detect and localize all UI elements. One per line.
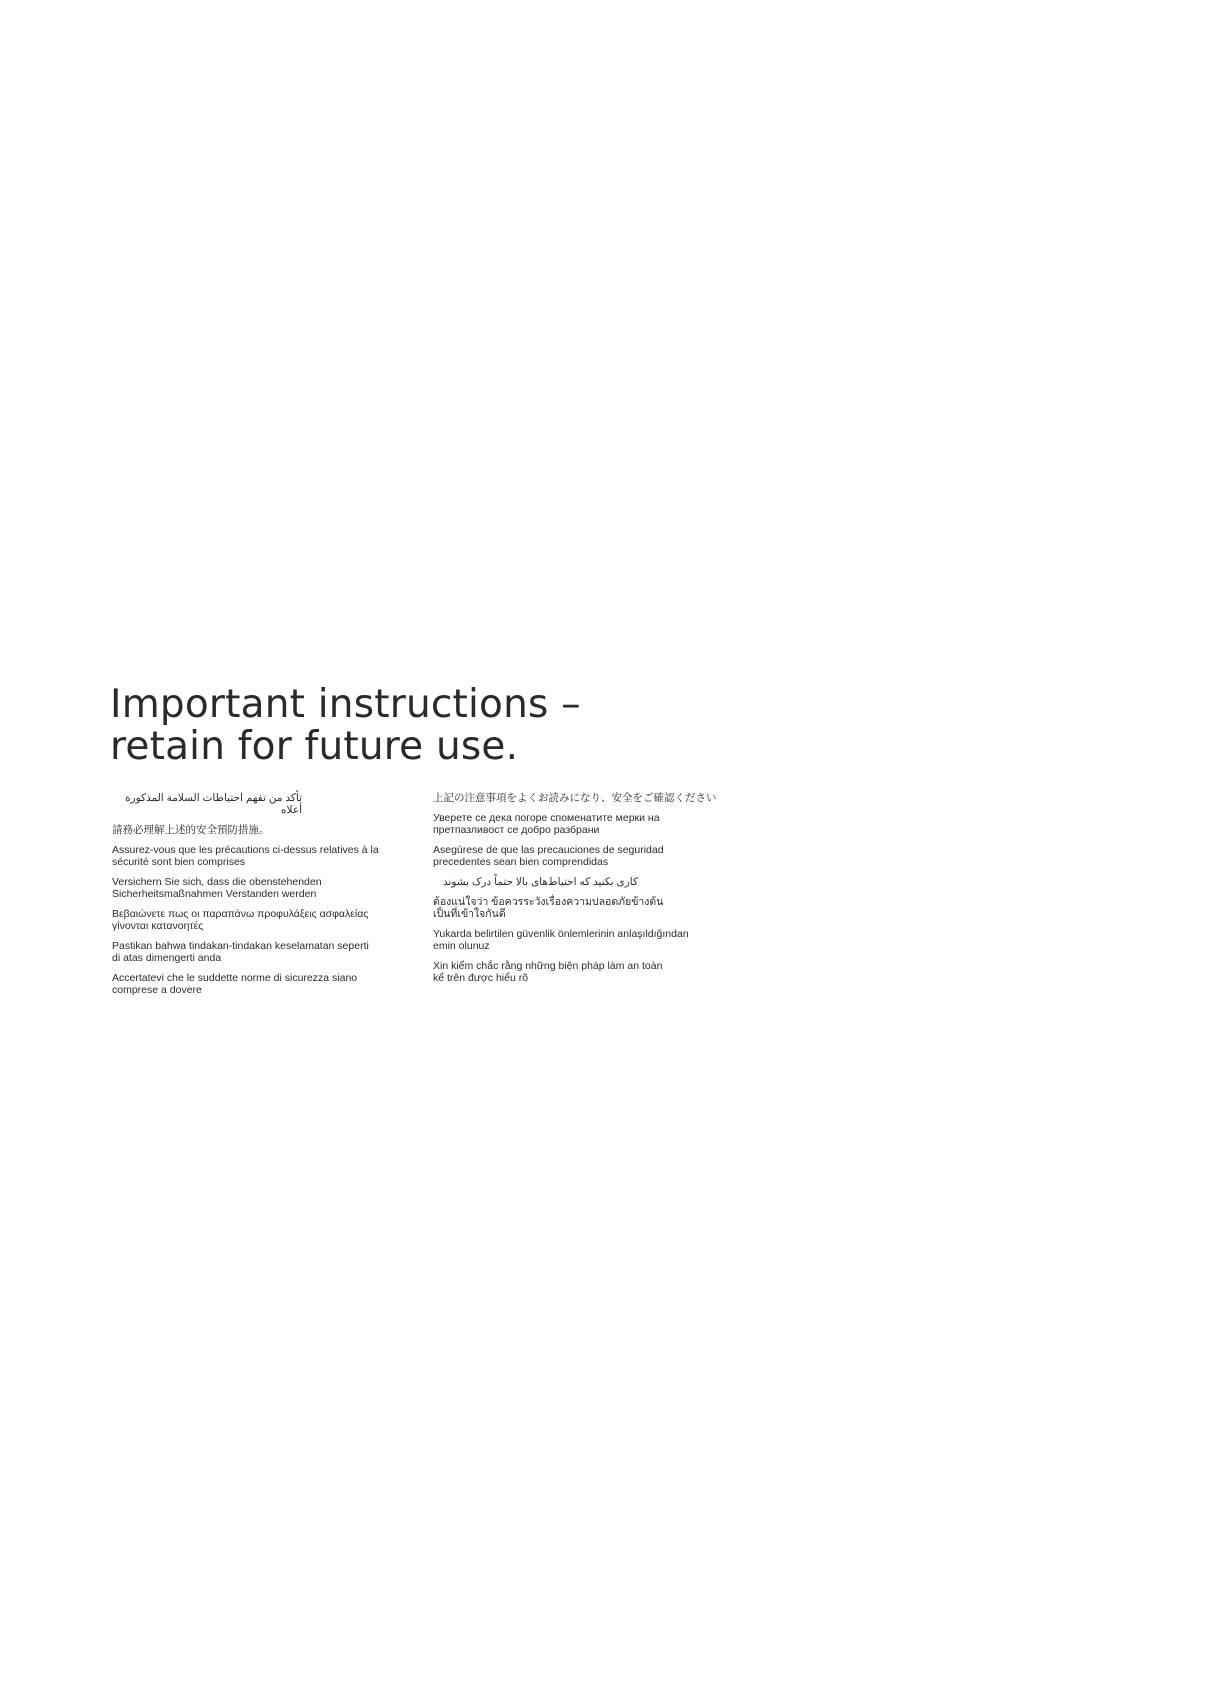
instruction-vietnamese: Xin kiểm chắc rằng những biện pháp làm an toàn kể trên được hiểu rõ	[433, 960, 663, 984]
instruction-persian: کاری بکنید که احتیاط‌های بالا حتماً درک بشوند	[442, 876, 638, 888]
instruction-japanese: 上記の注意事項をよくお読みになり、安全をご確認ください	[433, 792, 717, 804]
instruction-bulgarian: Уверете се дека погоре споменатите мерки на претпазливост се добро разбрани	[433, 812, 660, 836]
instruction-italian: Accertatevi che le suddette norme di sicurezza siano comprese a dovere	[112, 972, 358, 996]
instructions-left-column	[112, 792, 412, 1004]
instruction-german: Versichern Sie sich, dass die obenstehenden Sicherheitsmaßnahmen Verstanden werden	[112, 876, 322, 900]
instruction-chinese: 請務必理解上述的安全預防措施。	[112, 824, 270, 836]
title-line-2: retain for future use.	[110, 724, 519, 769]
instruction-french: Assurez-vous que les précautions ci-dessus relatives à la sécurité sont bien comprises	[112, 844, 379, 868]
instruction-turkish: Yukarda belirtilen güvenlik önlemlerinin anlaşıldığından emin olunuz	[433, 928, 689, 952]
instructions-right-column	[433, 792, 733, 992]
instruction-greek: Βεβαιώνετε πως οι παραπάνω προφυλάξεις ασφαλείας γίνονται κατανοητές	[112, 908, 369, 932]
page-title	[110, 684, 581, 768]
instruction-arabic: تأكد من تفهم احتياطات السلامة المذكورة أعلاه	[125, 792, 302, 816]
instruction-thai: ต้องแน่ใจว่า ข้อควรระวังเรื่องความปลอดภัยข้างต้น เป็นที่เข้าใจกันดี	[433, 896, 664, 920]
title-line-1: Important instructions –	[110, 682, 581, 727]
instruction-spanish: Asegúrese de que las precauciones de seguridad precedentes sean bien comprendidas	[433, 844, 664, 868]
instruction-indonesian: Pastikan bahwa tindakan-tindakan keselamatan seperti di atas dimengerti anda	[112, 940, 369, 964]
